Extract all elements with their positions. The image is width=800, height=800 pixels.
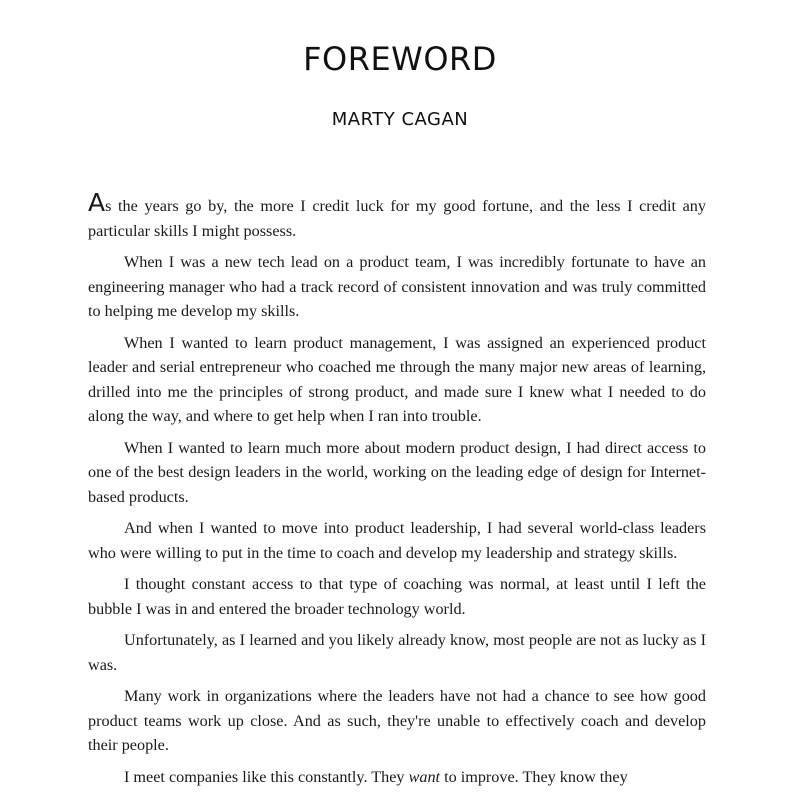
- paragraph-8: Many work in organizations where the leaders have not had a chance to see how good product teams work up close. And as such, they're unable to effectively coach and develop their people.: [88, 687, 706, 754]
- paragraph-9: [88, 765, 706, 790]
- paragraph-1-text: s the years go by, the more I credit luck for my good fortune, and the less I credit any particular skills I might possess.: [88, 197, 706, 240]
- paragraph-1: [88, 188, 706, 243]
- paragraph-2: When I was a new tech lead on a product team, I was incredibly fortunate to have an engineering manager who had a track record of consistent innovation and was truly committed to helping me develop my skills.: [88, 253, 706, 320]
- paragraph-6: I thought constant access to that type of coaching was normal, at least until I left the bubble I was in and entered the broader technology world.: [88, 575, 706, 618]
- paragraph-3: When I wanted to learn product management, I was assigned an experienced product leader and serial entrepreneur who coached me through the many major new areas of learning, drilled into me the principles of strong product, and made sure I knew what I needed to do along the way, and where to get help when I ran into trouble.: [88, 333, 706, 425]
- paragraph-7: Unfortunately, as I learned and you likely already know, most people are not as lucky as I was.: [88, 631, 706, 674]
- body-text: [88, 188, 706, 796]
- paragraph-9-emphasis: want: [408, 767, 441, 786]
- paragraph-4: When I wanted to learn much more about modern product design, I had direct access to one of the best design leaders in the world, working on the leading edge of design for Internet-based products.: [88, 438, 706, 506]
- paragraph-9-text-end: to improve. They know they: [440, 767, 628, 786]
- author-name: MARTY CAGAN: [331, 109, 469, 130]
- chapter-title: FOREWORD: [303, 40, 497, 78]
- paragraph-5: And when I wanted to move into product leadership, I had several world-class leaders who were willing to put in the time to coach and develop my leadership and strategy skills.: [88, 519, 706, 562]
- paragraph-9-text-start: I meet companies like this constantly. They: [124, 767, 409, 786]
- drop-cap-initial: A: [88, 188, 106, 217]
